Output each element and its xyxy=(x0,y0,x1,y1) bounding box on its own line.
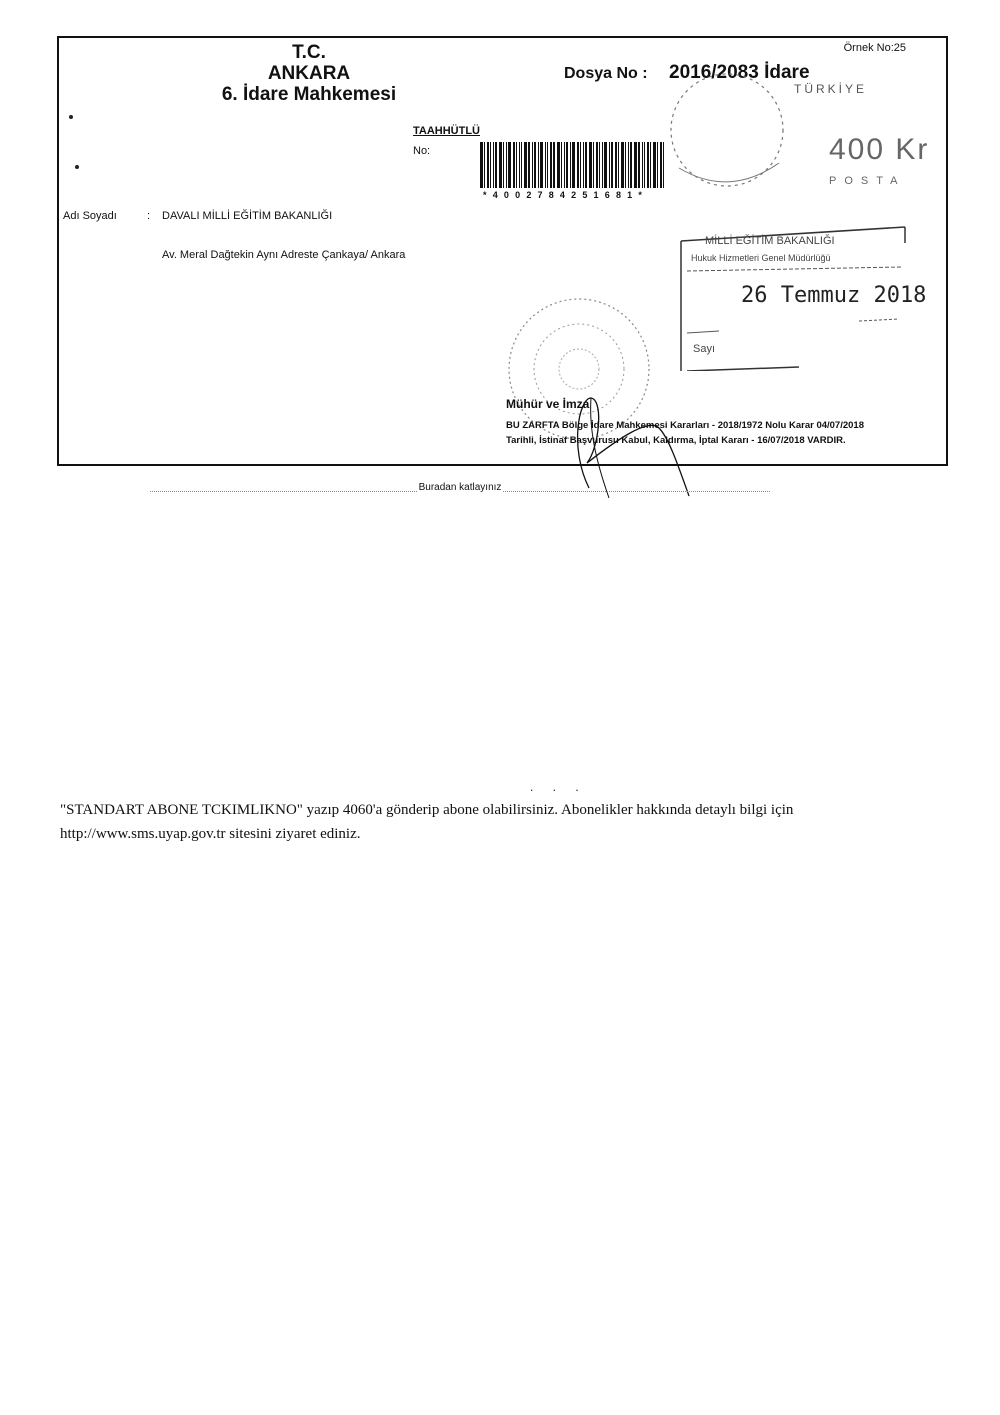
barcode-bar xyxy=(611,142,613,188)
dosya-label: Dosya No : xyxy=(564,65,648,82)
margin-dot xyxy=(69,115,73,119)
margin-dot xyxy=(75,165,79,169)
addressee-address: Av. Meral Dağtekin Aynı Adreste Çankaya/ Ankara xyxy=(162,249,406,261)
barcode-bar xyxy=(572,142,575,188)
barcode-bar xyxy=(647,142,649,188)
barcode-bar xyxy=(566,142,568,188)
barcode-bar xyxy=(545,142,546,188)
footer-text xyxy=(60,798,940,846)
barcode-bar xyxy=(532,142,533,188)
fold-line-dots-right xyxy=(503,484,770,492)
barcode-bar xyxy=(570,142,571,188)
dosya-value: 2016/2083 İdare xyxy=(669,62,810,83)
barcode-bar xyxy=(487,142,489,188)
barcode-bar xyxy=(508,142,511,188)
barcode-bar xyxy=(550,142,552,188)
barcode-bar xyxy=(519,142,520,188)
court-name: 6. İdare Mahkemesi xyxy=(221,84,397,105)
postage-country: TÜRKİYE xyxy=(794,82,868,96)
barcode-bar xyxy=(628,142,629,188)
barcode-bar xyxy=(625,142,626,188)
receipt-stamp-heading: MİLLİ EĞİTİM BAKANLIĞI xyxy=(705,235,835,247)
receipt-stamp-sub: Hukuk Hizmetleri Genel Müdürlüğü xyxy=(691,253,831,263)
envelope-note-line2: Tarihli, İstinaf Başvurusu Kabul, Kaldırma, İptal Kararı - 16/07/2018 VARDIR. xyxy=(506,435,846,446)
barcode-bar xyxy=(540,142,543,188)
footer-line2: http://www.sms.uyap.gov.tr sitesini ziyaret ediniz. xyxy=(60,826,361,842)
barcode-bar xyxy=(599,142,600,188)
fold-line-dots-left xyxy=(150,484,417,492)
barcode-bar xyxy=(534,142,536,188)
fold-label: Buradan katlayınız xyxy=(418,482,502,493)
court-city: ANKARA xyxy=(267,63,351,84)
barcode-bar xyxy=(615,142,617,188)
barcode-bar xyxy=(618,142,619,188)
barcode-bar xyxy=(609,142,610,188)
barcode-bar xyxy=(596,142,598,188)
barcode-bar xyxy=(577,142,579,188)
receipt-stamp xyxy=(679,221,927,371)
barcode-bar xyxy=(602,142,603,188)
barcode-digits: *400278425​1681* xyxy=(483,190,649,200)
addressee-name: DAVALI MİLLİ EĞİTİM BAKANLIĞI xyxy=(162,210,333,222)
postage-amount: 400 Kr xyxy=(829,133,930,166)
barcode-bar xyxy=(564,142,565,188)
receipt-stamp-date: 26 Temmuz 2018 xyxy=(741,283,927,308)
court-tc: T.C. xyxy=(292,42,326,63)
barcode-bar xyxy=(493,142,494,188)
barcode-bar xyxy=(503,142,504,188)
tracking-no-label: No: xyxy=(413,145,431,157)
barcode-bar xyxy=(480,142,483,188)
barcode-bar xyxy=(644,142,645,188)
barcode-bar xyxy=(524,142,527,188)
barcode-bar xyxy=(484,142,485,188)
barcode-bar xyxy=(506,142,507,188)
barcode-bar xyxy=(513,142,515,188)
addressee-label: Adı Soyadı xyxy=(63,210,117,222)
barcode-bar xyxy=(583,142,584,188)
court-header xyxy=(159,42,459,105)
barcode-bar xyxy=(521,142,522,188)
barcode-bar xyxy=(538,142,539,188)
barcode-bar xyxy=(528,142,530,188)
barcode-bar xyxy=(593,142,594,188)
barcode-bar xyxy=(490,142,491,188)
barcode-bar xyxy=(638,142,640,188)
seal-signature-label: Mühür ve İmza xyxy=(506,397,590,411)
barcode-bar xyxy=(499,142,502,188)
barcode-bar xyxy=(642,142,643,188)
envelope-note-line1: BU ZARFTA Bölge İdare Mahkemesi Kararları - 2018/1972 Nolu Karar 04/07/2018 xyxy=(506,420,864,431)
barcode-bar xyxy=(634,142,637,188)
barcode-bar xyxy=(630,142,632,188)
barcode-bar xyxy=(604,142,607,188)
barcode-bar xyxy=(585,142,587,188)
footer-marks: . . . xyxy=(530,780,587,794)
receipt-stamp-sayi: Sayı xyxy=(693,343,716,355)
barcode-bar xyxy=(553,142,555,188)
barcode-bar xyxy=(650,142,651,188)
postmark-circle-icon xyxy=(659,68,799,198)
barcode-bar xyxy=(557,142,560,188)
barcode-bar xyxy=(516,142,517,188)
barcode-bar xyxy=(547,142,548,188)
taahhutlu-label: TAAHHÜTLÜ xyxy=(413,125,481,137)
barcode-bar xyxy=(580,142,581,188)
addressee-separator: : xyxy=(147,210,151,222)
footer-line1: "STANDART ABONE TCKIMLIKNO" yazıp 4060'a gönderip abone olabilirsiniz. Abonelikler hakkında detaylı bilgi için xyxy=(60,802,794,818)
envelope xyxy=(57,36,948,466)
barcode-bar xyxy=(653,142,656,188)
barcode-bar xyxy=(589,142,592,188)
ornek-no: Örnek No:25 xyxy=(843,42,906,54)
barcode-bar xyxy=(621,142,624,188)
barcode-bar xyxy=(495,142,497,188)
barcode-bar xyxy=(657,142,658,188)
postage-word: POSTA xyxy=(829,175,906,187)
fold-line xyxy=(150,482,770,493)
barcode-bar xyxy=(561,142,562,188)
